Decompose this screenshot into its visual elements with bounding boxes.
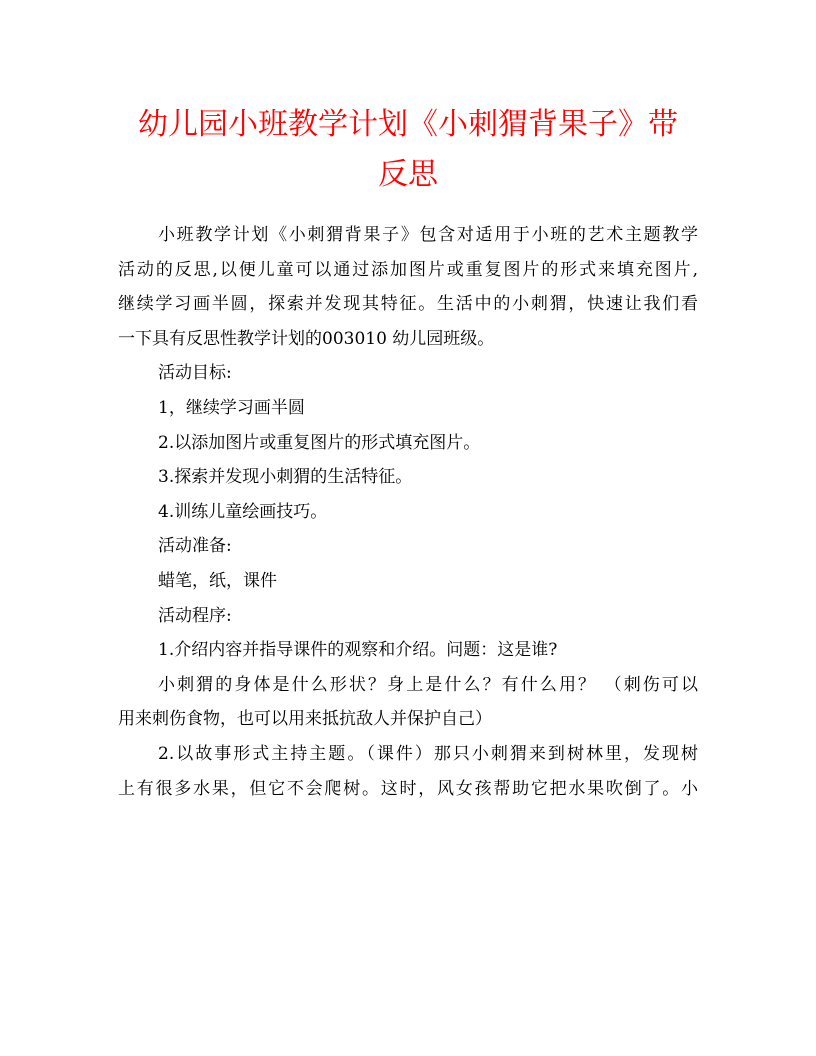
intro-line-4: 一下具有反思性教学计划的003010 幼儿园班级。 xyxy=(118,328,495,349)
document-title xyxy=(118,100,698,200)
procedure-step-2-line-1: 2.以故事形式主持主题。（课件）那只小刺猬来到树林里，发现树 xyxy=(158,743,698,764)
title-line-2: 反思 xyxy=(378,157,438,192)
prep-heading: 活动准备: xyxy=(158,536,232,557)
procedure-heading: 活动程序: xyxy=(158,605,232,626)
goal-item-4: 4.训练儿童绘画技巧。 xyxy=(158,501,328,522)
intro-line-3: 继续学习画半圆，探索并发现其特征。生活中的小刺猬，快速让我们看 xyxy=(118,294,698,315)
procedure-step-1: 1.介绍内容并指导课件的观察和介绍。问题：这是谁? xyxy=(158,640,558,661)
intro-line-2: 活动的反思,以便儿童可以通过添加图片或重复图片的形式来填充图片, xyxy=(118,259,698,280)
title-line-1: 幼儿园小班教学计划《小刺猬背果子》带 xyxy=(138,107,678,142)
document-body xyxy=(118,218,698,806)
goal-item-1: 1，继续学习画半圆 xyxy=(158,397,305,418)
procedure-step-2-line-2: 上有很多水果，但它不会爬树。这时，风女孩帮助它把水果吹倒了。小 xyxy=(118,778,698,799)
prep-items: 蜡笔，纸，课件 xyxy=(158,570,277,591)
goal-item-3: 3.探索并发现小刺猬的生活特征。 xyxy=(158,467,413,488)
goal-item-2: 2.以添加图片或重复图片的形式填充图片。 xyxy=(158,432,481,453)
goals-heading: 活动目标: xyxy=(158,363,232,384)
procedure-question-line-1: 小刺猬的身体是什么形状？身上是什么？有什么用？ （刺伤可以 xyxy=(158,674,698,695)
procedure-question-line-2: 用来刺伤食物，也可以用来抵抗敌人并保护自己） xyxy=(118,709,492,730)
intro-line-1: 小班教学计划《小刺猬背果子》包含对适用于小班的艺术主题教学 xyxy=(158,225,698,245)
